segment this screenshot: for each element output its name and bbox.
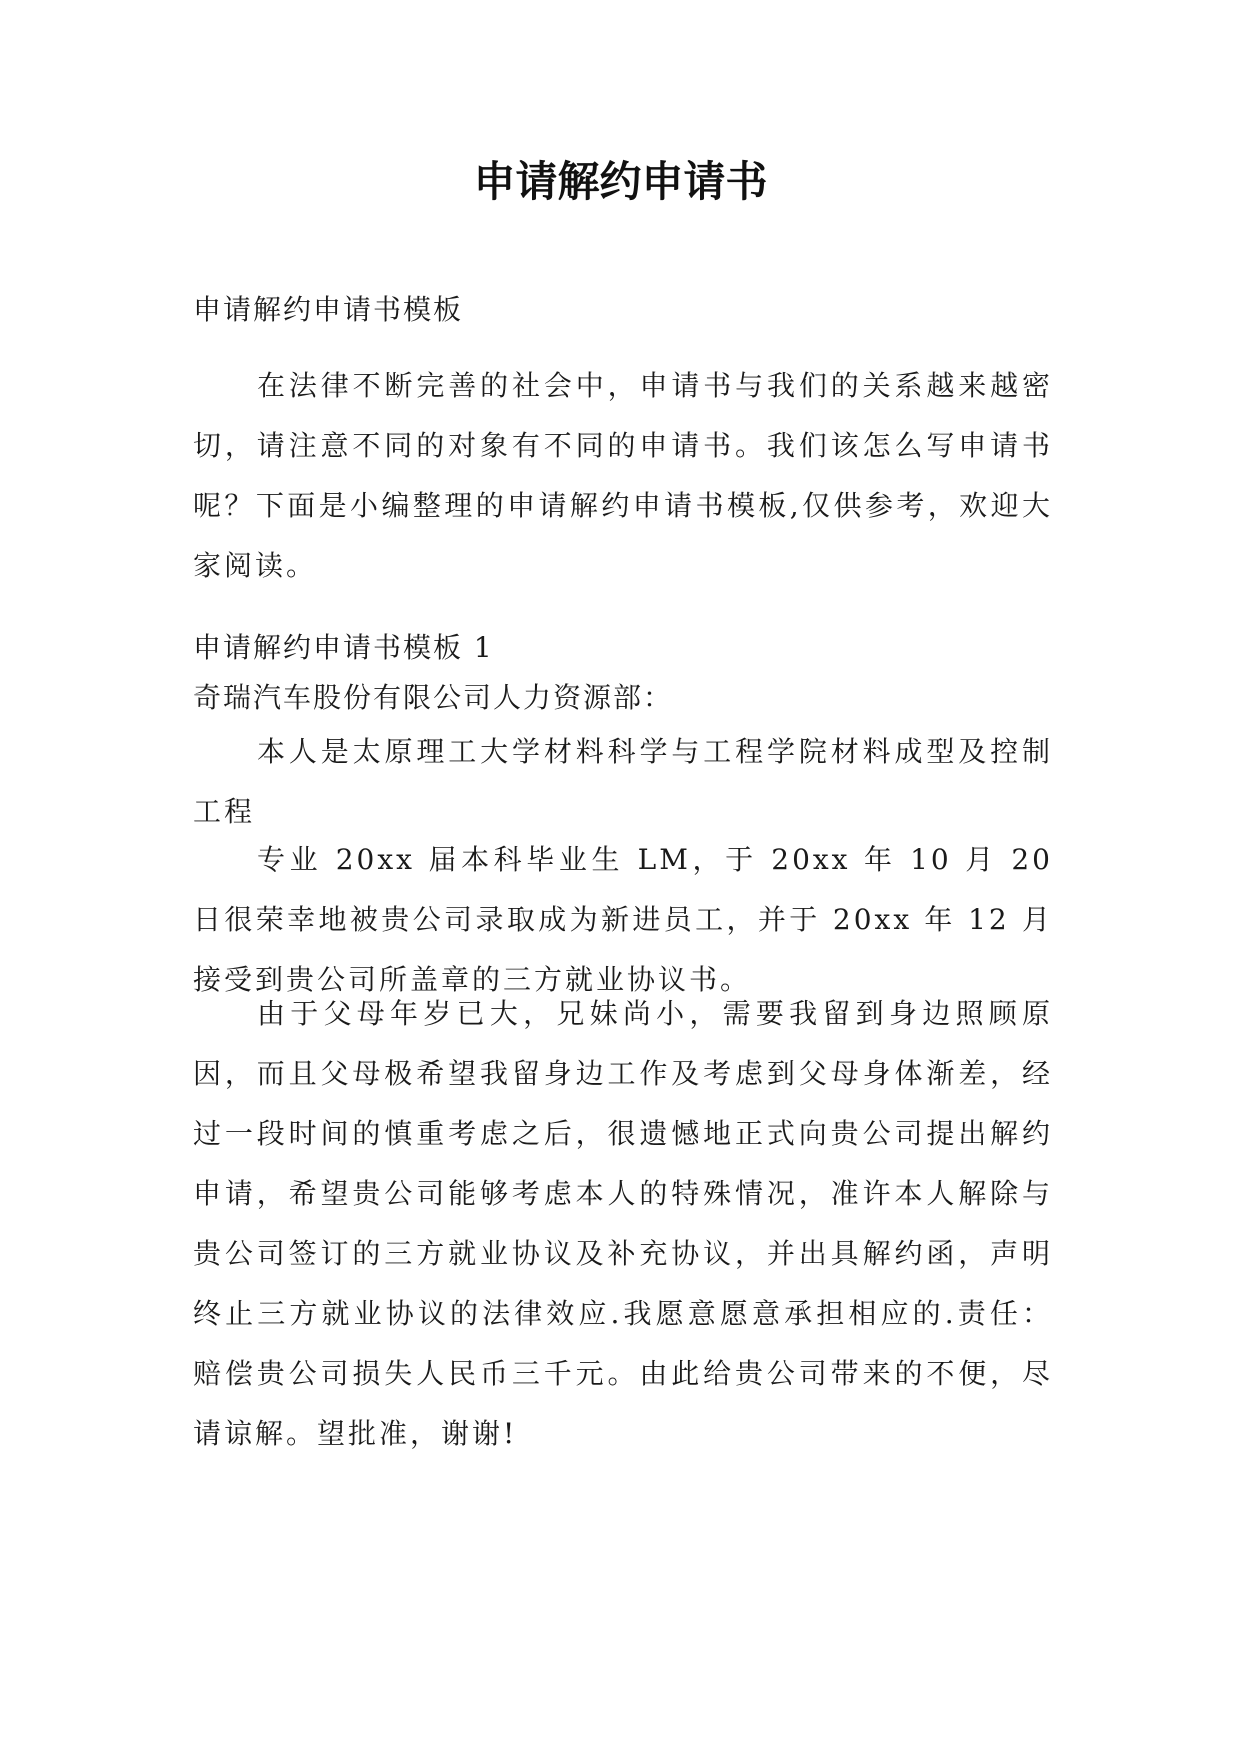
body-paragraph-2: 专业 20xx 届本科毕业生 LM，于 20xx 年 10 月 20 日很荣幸地被贵公司录取成为新进员工，并于 20xx 年 12 月接受到贵公司所盖章的三方就业协议书。 (193, 843, 1053, 996)
document-subtitle: 申请解约申请书模板 (193, 293, 464, 326)
addressee-line: 奇瑞汽车股份有限公司人力资源部： (193, 681, 674, 714)
section-heading: 申请解约申请书模板 1 (193, 631, 494, 664)
intro-paragraph: 在法律不断完善的社会中，申请书与我们的关系越来越密切，请注意不同的对象有不同的申请书。我们该怎么写申请书呢？下面是小编整理的申请解约申请书模板,仅供参考，欢迎大家阅读。 (193, 369, 1053, 582)
document-title: 申请解约申请书 (473, 157, 768, 206)
body-paragraph-3: 由于父母年岁已大，兄妹尚小，需要我留到身边照顾原因，而且父母极希望我留身边工作及考虑到父母身体渐差，经过一段时间的慎重考虑之后，很遗憾地正式向贵公司提出解约申请，希望贵公司能够考虑本人的特殊情况，准许本人解除与贵公司签订的三方就业协议及补充协议，并出具解约函，声明终止三方就业协议的法律效应.我愿意愿意承担相应的.责任：赔偿贵公司损失人民币三千元。由此给贵公司带来的不便，尽请谅解。望批准，谢谢! (193, 997, 1053, 1450)
body-paragraph-1: 本人是太原理工大学材料科学与工程学院材料成型及控制工程 (193, 735, 1053, 828)
